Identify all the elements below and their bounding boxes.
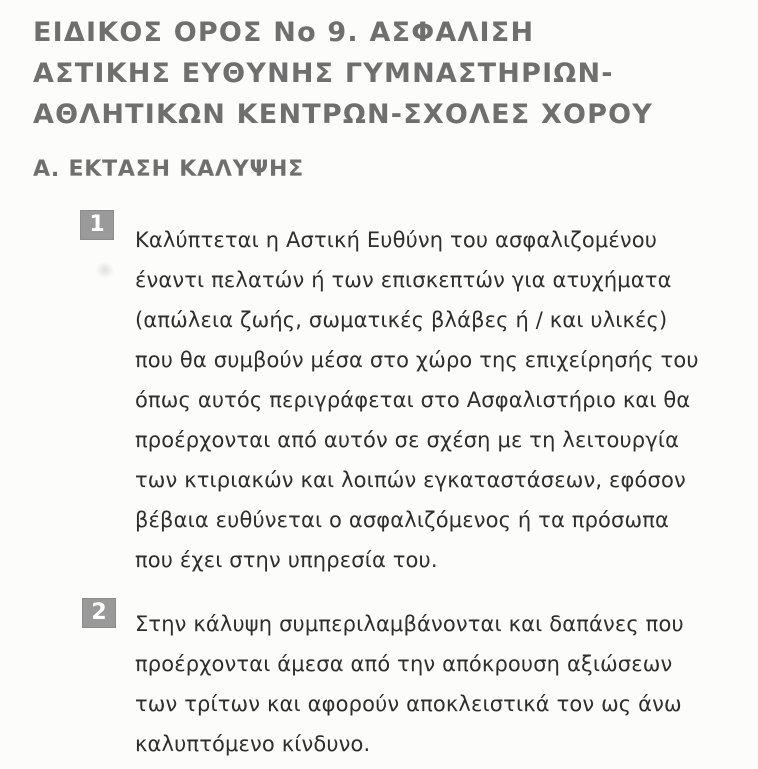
- text-line: Στην κάλυψη συμπεριλαμβάνονται και δαπάνες που: [135, 612, 684, 636]
- text-line: των τρίτων και αφορούν αποκλειστικά τον ως άνω: [135, 692, 682, 716]
- document-title: [33, 12, 653, 135]
- clause-text: [135, 604, 735, 764]
- clause-text: [135, 220, 735, 580]
- text-line: (απώλεια ζωής, σωματικές βλάβες ή / και υλικές): [135, 308, 668, 332]
- scan-smudge: [96, 262, 114, 278]
- text-line: προέρχονται από αυτόν σε σχέση με τη λειτουργία: [135, 428, 680, 452]
- text-line: Καλύπτεται η Αστική Ευθύνη του ασφαλιζομένου: [135, 228, 658, 252]
- text-line: όπως αυτός περιγράφεται στο Ασφαλιστήριο και θα: [135, 388, 691, 412]
- text-line: έναντι πελατών ή των επισκεπτών για ατυχήματα: [135, 268, 672, 292]
- clause-number-badge: 2: [82, 598, 116, 628]
- title-line: ΕΙΔΙΚΟΣ ΟΡΟΣ Νο 9. ΑΣΦΑΛΙΣΗ: [33, 17, 535, 48]
- text-line: των κτιριακών και λοιπών εγκαταστάσεων, εφόσον: [135, 468, 686, 492]
- text-line: καλυπτόμενο κίνδυνο.: [135, 732, 371, 756]
- clause-number-badge: 1: [80, 210, 114, 240]
- text-line: που έχει στην υπηρεσία του.: [135, 548, 438, 572]
- title-line: ΑΣΤΙΚΗΣ ΕΥΘΥΝΗΣ ΓΥΜΝΑΣΤΗΡΙΩΝ-: [33, 58, 614, 89]
- section-heading: Α. ΕΚΤΑΣΗ ΚΑΛΥΨΗΣ: [33, 157, 305, 182]
- text-line: προέρχονται άμεσα από την απόκρουση αξιώσεων: [135, 652, 673, 676]
- title-line: ΑΘΛΗΤΙΚΩΝ ΚΕΝΤΡΩΝ-ΣΧΟΛΕΣ ΧΟΡΟΥ: [33, 99, 654, 130]
- text-line: που θα συμβούν μέσα στο χώρο της επιχείρησής του: [135, 348, 699, 372]
- text-line: βέβαια ευθύνεται ο ασφαλιζόμενος ή τα πρόσωπα: [135, 508, 670, 532]
